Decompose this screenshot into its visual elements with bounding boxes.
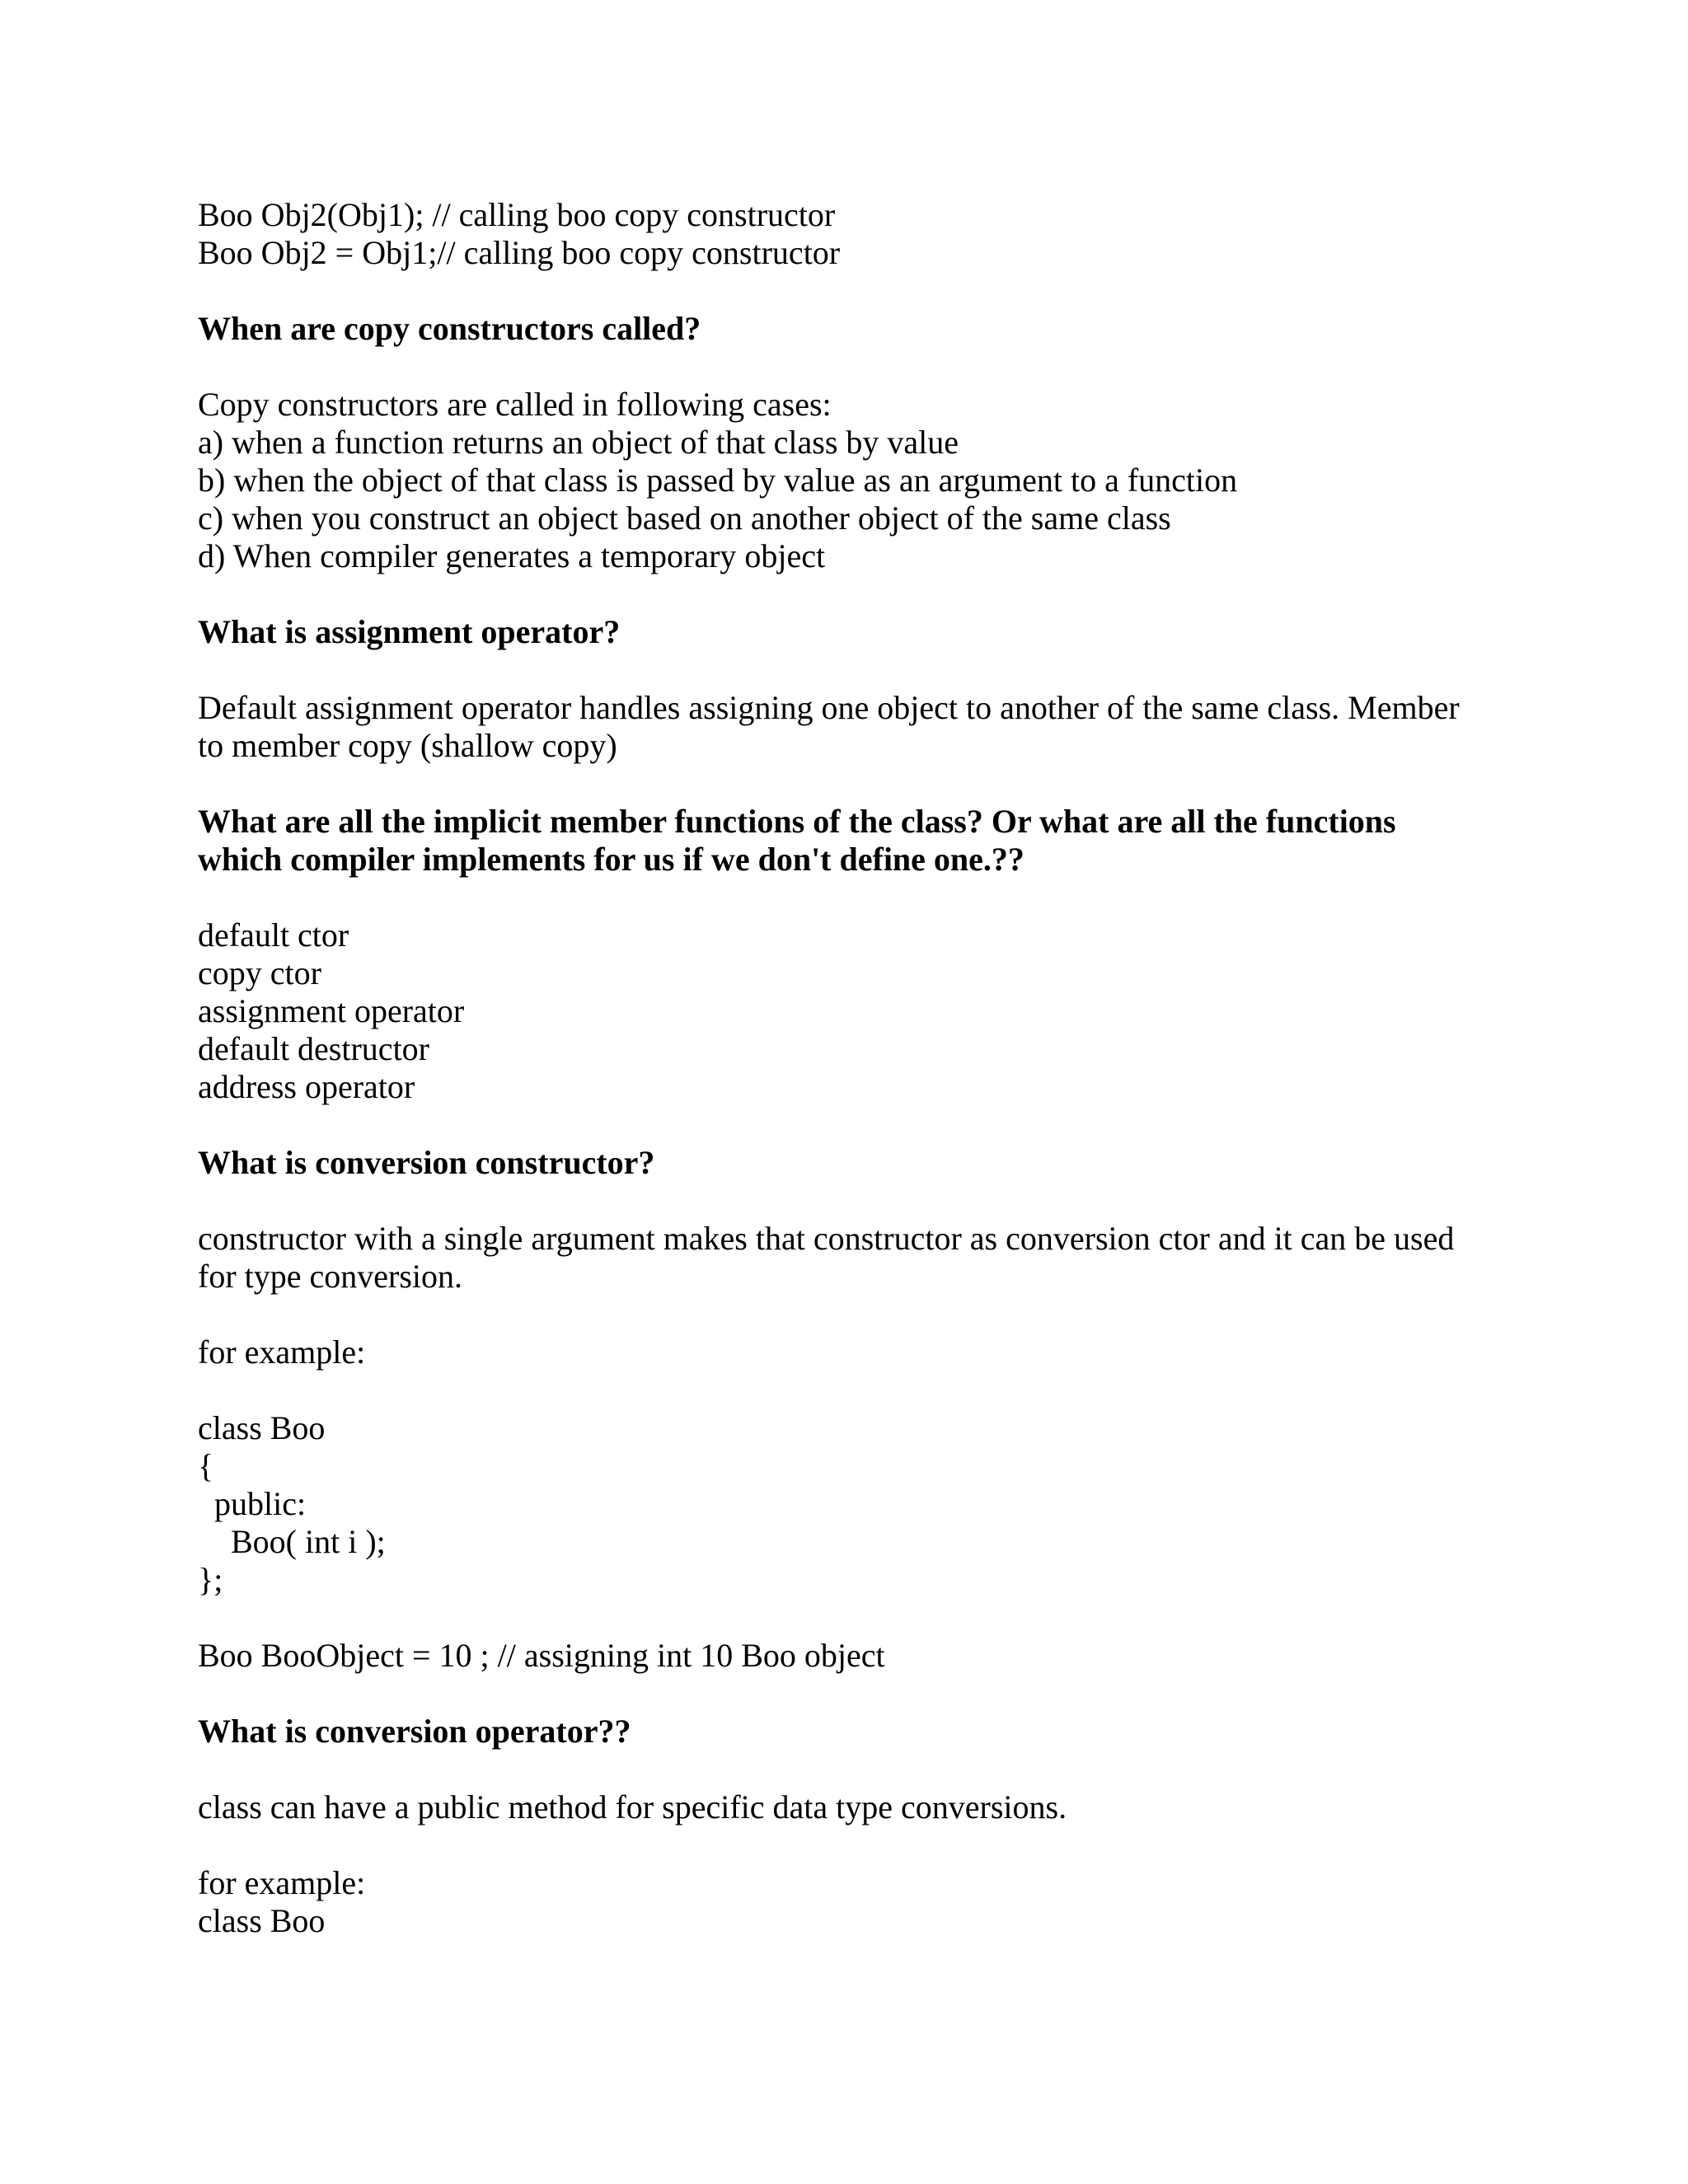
section-heading: What is conversion operator?? [198,1713,631,1750]
list-item: copy ctor [198,954,321,991]
body-line: for type conversion. [198,1258,463,1295]
section-heading: What is assignment operator? [198,613,621,650]
code-line: class Boo [198,1902,326,1939]
body-line: Copy constructors are called in following cases: [198,386,832,423]
body-line: c) when you construct an object based on another object of the same class [198,499,1171,537]
body-line: b) when the object of that class is passed by value as an argument to a function [198,462,1238,499]
code-line: Boo BooObject = 10 ; // assigning int 10 Boo object [198,1637,885,1674]
list-item: default ctor [198,916,349,954]
code-line: Boo Obj2 = Obj1;// calling boo copy constructor [198,234,841,271]
code-line: Boo Obj2(Obj1); // calling boo copy constructor [198,196,836,233]
body-line: Default assignment operator handles assigning one object to another of the same class. Member [198,689,1460,726]
section-heading: What are all the implicit member functions of the class? Or what are all the functions [198,803,1396,840]
section-heading: which compiler implements for us if we don't define one.?? [198,841,1025,878]
example-label: for example: [198,1333,366,1371]
body-line: a) when a function returns an object of that class by value [198,424,959,461]
body-line: to member copy (shallow copy) [198,727,617,764]
body-line: d) When compiler generates a temporary object [198,537,826,574]
example-label: for example: [198,1864,366,1901]
code-line: public: [198,1485,307,1522]
list-item: assignment operator [198,992,465,1029]
code-line: { [198,1447,214,1484]
section-heading: When are copy constructors called? [198,310,701,347]
section-heading: What is conversion constructor? [198,1144,655,1181]
list-item: default destructor [198,1030,429,1067]
code-line: }; [198,1561,223,1598]
body-line: constructor with a single argument makes that constructor as conversion ctor and it can be used [198,1220,1455,1257]
body-line: class can have a public method for specific data type conversions. [198,1788,1067,1825]
code-line: class Boo [198,1409,326,1446]
list-item: address operator [198,1068,415,1105]
code-line: Boo( int i ); [198,1523,386,1560]
